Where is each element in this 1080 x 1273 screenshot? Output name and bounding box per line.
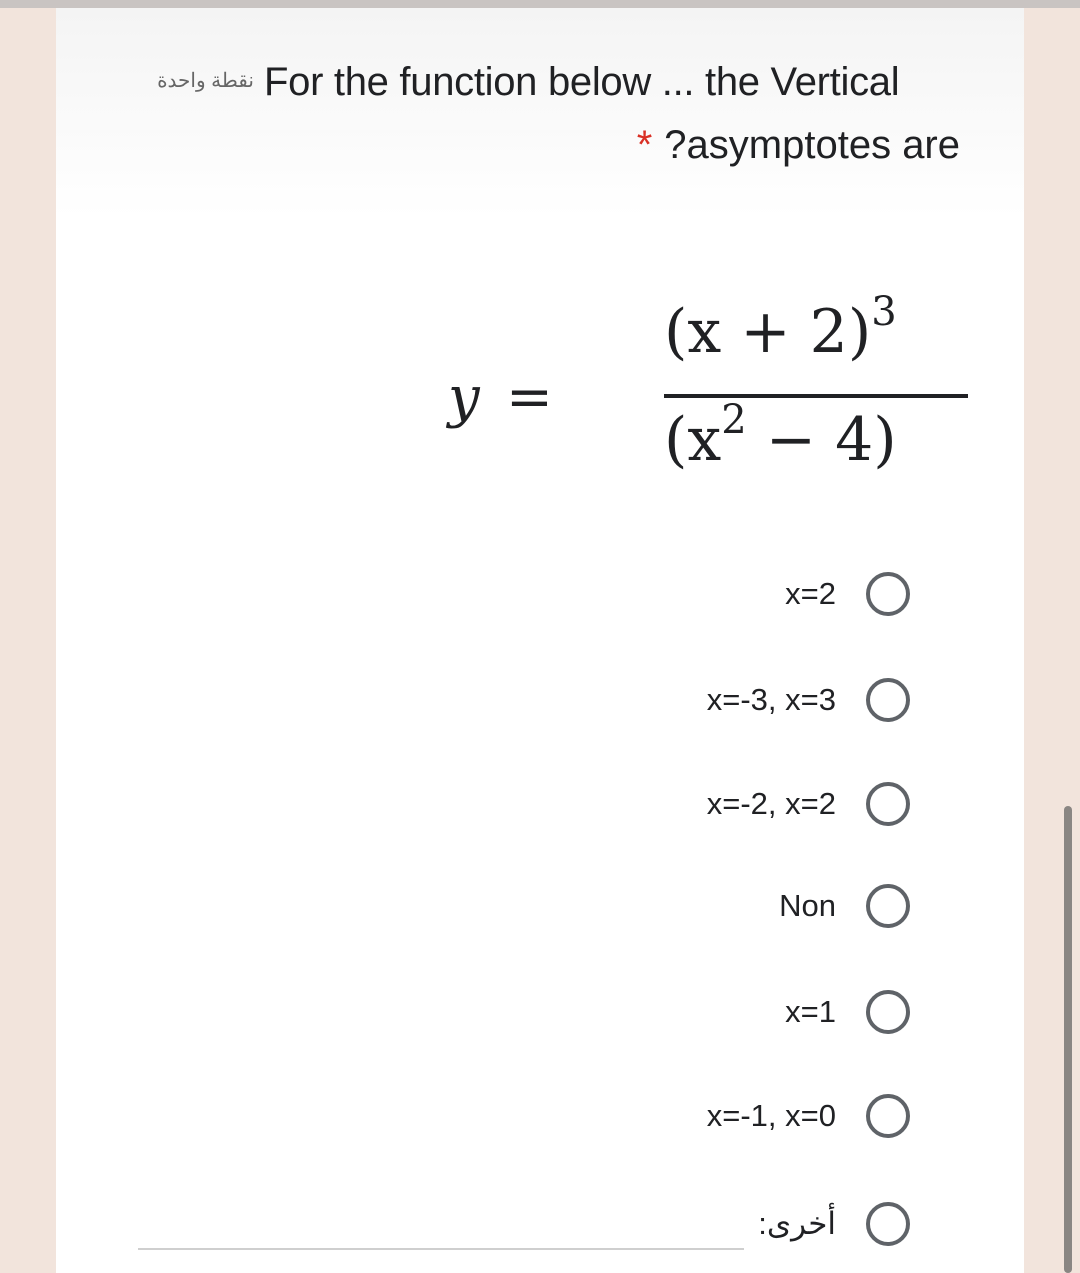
option-row[interactable] [785, 982, 910, 1042]
radio-button[interactable] [866, 782, 910, 826]
option-row[interactable] [785, 564, 910, 624]
fraction-bar [664, 394, 968, 398]
option-label: x=2 [785, 576, 836, 611]
radio-button[interactable] [866, 572, 910, 616]
other-text-input[interactable] [138, 1248, 744, 1250]
denominator-exponent: 2 [721, 397, 747, 443]
radio-button[interactable] [866, 1202, 910, 1246]
formula-numerator [664, 289, 897, 367]
denominator-open: (x [664, 405, 722, 475]
option-label: x=-3, x=3 [706, 682, 836, 717]
option-label: x=-1, x=0 [706, 1098, 836, 1133]
option-label: x=1 [785, 994, 836, 1029]
scrollbar[interactable] [1064, 806, 1072, 1273]
option-row[interactable] [707, 774, 910, 834]
option-label: x=-2, x=2 [706, 786, 836, 821]
question-card [56, 8, 1024, 1273]
question-title-line2 [637, 123, 960, 168]
formula-lhs: y [448, 365, 480, 430]
required-asterisk: * [636, 123, 653, 167]
option-other-label: أخرى: [758, 1206, 836, 1241]
radio-button[interactable] [866, 678, 910, 722]
points-label: نقطة واحدة [157, 70, 254, 92]
radio-button[interactable] [866, 884, 910, 928]
option-label: Non [779, 888, 836, 923]
denominator-rest: − 4) [746, 405, 897, 475]
formula-equals: = [506, 365, 553, 430]
question-title-line1: For the function below ... the Vertical [264, 60, 900, 104]
option-row[interactable] [707, 1086, 910, 1146]
top-strip [0, 0, 1080, 8]
radio-button[interactable] [866, 990, 910, 1034]
option-row[interactable] [779, 876, 910, 936]
option-row-other[interactable] [758, 1194, 910, 1254]
radio-button[interactable] [866, 1094, 910, 1138]
option-row[interactable] [707, 670, 910, 730]
numerator-exponent: 3 [871, 289, 897, 335]
question-title-text: ?asymptotes are [664, 123, 960, 167]
numerator-base: (x + 2) [664, 297, 872, 367]
question-header [56, 8, 1024, 218]
formula-denominator [664, 397, 897, 475]
function-formula-image [436, 273, 956, 503]
